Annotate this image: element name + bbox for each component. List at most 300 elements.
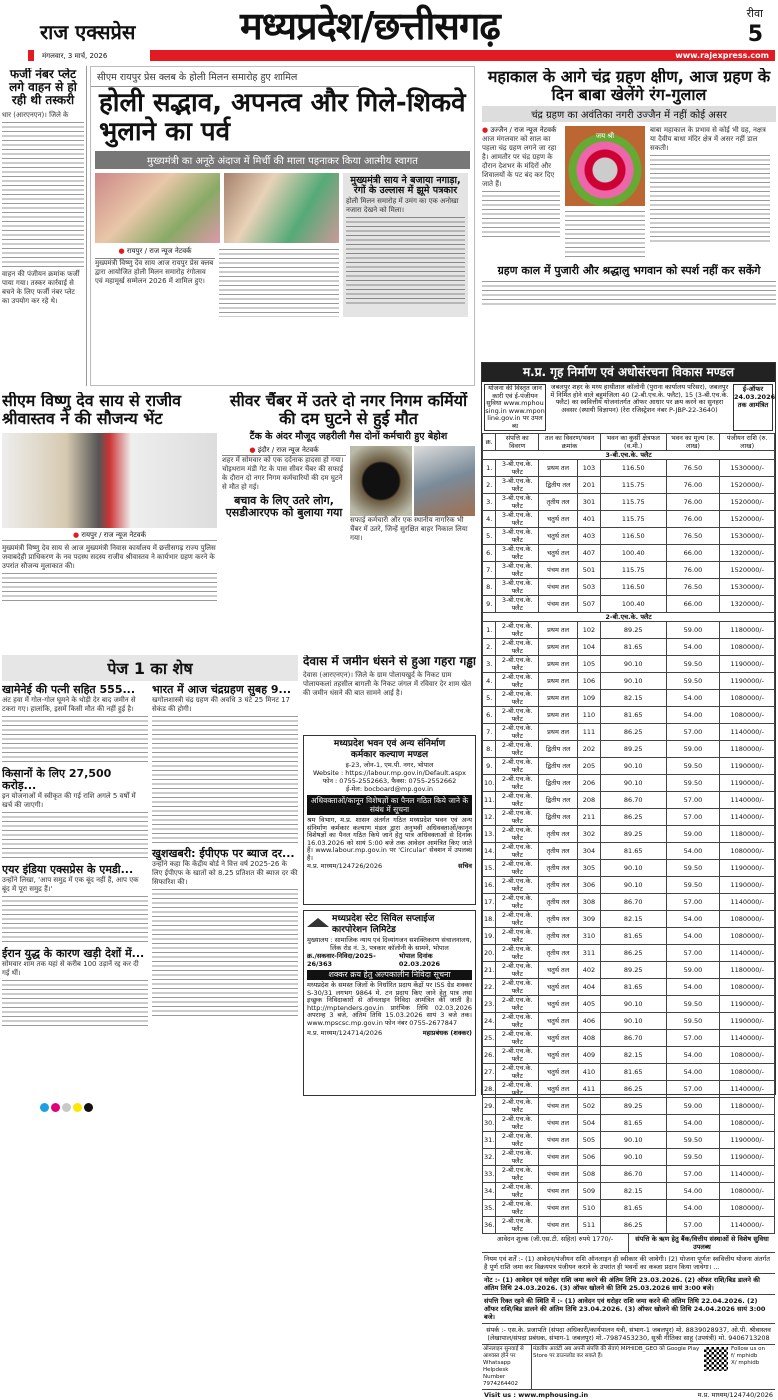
- table-cell: 18.: [483, 911, 496, 928]
- facebook-link[interactable]: f/ mphidb: [731, 1353, 758, 1360]
- table-cell: पंचम तल: [539, 1217, 578, 1234]
- table-cell: 90.10: [600, 758, 666, 775]
- table-cell: 2-बी.एच.के. फ्लैट: [496, 1030, 539, 1047]
- table-cell: 1180000/-: [720, 741, 775, 758]
- headline: महाकाल के आगे चंद्र ग्रहण क्षीण, आज ग्रहण के दिन बाबा खेलेंगे रंग-गुलाल: [487, 68, 771, 104]
- table-cell: 205: [578, 758, 601, 775]
- table-row: [483, 1166, 775, 1183]
- table-cell: 2-बी.एच.के. फ्लैट: [496, 945, 539, 962]
- table-cell: 2-बी.एच.के. फ्लैट: [496, 979, 539, 996]
- table-row: [483, 1149, 775, 1166]
- table-cell: प्रथम तल: [539, 622, 578, 639]
- table-cell: 11.: [483, 792, 496, 809]
- mahakal-story: [482, 68, 776, 358]
- table-cell: चतुर्थ तल: [539, 962, 578, 979]
- table-cell: प्रथम तल: [539, 707, 578, 724]
- text-lines: [565, 209, 645, 259]
- table-cell: 90.10: [600, 1149, 666, 1166]
- body-text: वाहन की पंजीयन क्रमांक फर्जी पाया गया। तस्कर कार्रवाई से बचने के लिए फर्जी नंबर प्लेट का उपयोग कर रहे थे।: [2, 269, 80, 305]
- body-text: मुख्यमंत्री विष्णु देव साय से आज मुख्यमंत्री निवास कार्यालय में छत्तीसगढ़ राज्य पुलिस जवाबदेही प्राधिकरण के नव पदस्थ सदस्य राजीव श्रीवास्तव ने कार्यभार ग्रहण करने के उपरांत सौजन्य मुलाकात की।: [2, 544, 216, 571]
- table-row: [483, 1132, 775, 1149]
- phone: फोन : 0755-2552663, फैक्स: 0755-2552662: [322, 777, 457, 785]
- table-cell: 59.50: [666, 656, 720, 673]
- table-cell: 2-बी.एच.के. फ्लैट: [496, 826, 539, 843]
- table-cell: 401: [578, 511, 601, 528]
- table-cell: 2-बी.एच.के. फ्लैट: [496, 962, 539, 979]
- table-cell: 406: [578, 1013, 601, 1030]
- table-cell: 2-बी.एच.के. फ्लैट: [496, 928, 539, 945]
- table-cell: चतुर्थ तल: [539, 1081, 578, 1098]
- terms: नियम एवं शर्तें :- (1) आवेदन/पंजीयन राशि ऑनलाइन ही स्वीकार की जावेगी। (2) योजना पूर्णतः स्ववित्तीय योजना अंतर्गत है पूर्ण राशि जमा कर विक्रयपत्र पंजीयन कराने के उपरांत ही भवनों का कब्जा प्रदान किया जावेगा। ...: [484, 1255, 770, 1272]
- byline-text: इंदौर / राज न्यूज नेटवर्क: [257, 446, 319, 455]
- table-cell: 1140000/-: [720, 1166, 775, 1183]
- table-cell: 2-बी.एच.के. फ्लैट: [496, 639, 539, 656]
- table-cell: 90.10: [600, 860, 666, 877]
- table-cell: 503: [578, 579, 601, 596]
- table-cell: 106: [578, 673, 601, 690]
- table-row: [483, 911, 775, 928]
- table-cell: 86.25: [600, 1217, 666, 1234]
- table-cell: 411: [578, 1081, 601, 1098]
- table-cell: 3-बी.एच.के. फ्लैट: [496, 596, 539, 613]
- table-cell: 115.75: [600, 562, 666, 579]
- table-cell: 54.00: [666, 911, 720, 928]
- labour-board-ad: [303, 735, 476, 905]
- column-header: पंजीयन राशि (रु. लाख): [720, 434, 775, 451]
- table-cell: 1140000/-: [720, 809, 775, 826]
- text-lines: [2, 714, 148, 764]
- section-title: मध्यप्रदेश/छत्तीसगढ़: [240, 4, 500, 48]
- holi-photo-1: [95, 173, 220, 243]
- item-headline: किसानों के लिए 27,500 करोड़...: [2, 767, 112, 793]
- table-cell: 26.: [483, 1047, 496, 1064]
- table-cell: 115.75: [600, 477, 666, 494]
- table-cell: 81.65: [600, 707, 666, 724]
- table-cell: 59.00: [666, 826, 720, 843]
- table-row: [483, 528, 775, 545]
- table-cell: 309: [578, 911, 601, 928]
- corporation-logo-icon: [307, 918, 329, 927]
- flat-table: [482, 433, 775, 1234]
- table-cell: 2-बी.एच.के. फ्लैट: [496, 1132, 539, 1149]
- table-cell: 66.00: [666, 545, 720, 562]
- table-cell: 3-बी.एच.के. फ्लैट: [496, 511, 539, 528]
- table-cell: 89.25: [600, 741, 666, 758]
- item-headline: खुशखबरी: ईपीएफ पर ब्याज दर...: [152, 847, 295, 861]
- table-cell: 89.25: [600, 826, 666, 843]
- table-cell: द्वितीय तल: [539, 775, 578, 792]
- table-row: [483, 979, 775, 996]
- sewer-story: [222, 392, 475, 632]
- table-cell: चतुर्थ तल: [539, 528, 578, 545]
- table-cell: 6.: [483, 707, 496, 724]
- table-cell: 33.: [483, 1166, 496, 1183]
- table-cell: 36.: [483, 1217, 496, 1234]
- table-cell: 54.00: [666, 1183, 720, 1200]
- table-cell: तृतीय तल: [539, 928, 578, 945]
- table-cell: 4.: [483, 511, 496, 528]
- table-cell: 1140000/-: [720, 894, 775, 911]
- table-cell: 2-बी.एच.के. फ्लैट: [496, 1217, 539, 1234]
- table-cell: 2-बी.एच.के. फ्लैट: [496, 1013, 539, 1030]
- table-cell: 54.00: [666, 1064, 720, 1081]
- table-cell: 310: [578, 928, 601, 945]
- table-cell: 3-बी.एच.के. फ्लैट: [496, 528, 539, 545]
- table-row: [483, 894, 775, 911]
- column-header: भवन का मूल्य (रु. लाख): [666, 434, 720, 451]
- table-cell: 409: [578, 1047, 601, 1064]
- table-cell: 1080000/-: [720, 1047, 775, 1064]
- section-label: 2-बी.एच.के. फ्लैट: [483, 613, 775, 622]
- table-cell: 1.: [483, 622, 496, 639]
- item-body: उन्होंने कहा कि केंद्रीय बोर्ड ने वित्त वर्ष 2025-26 के लिए ईपीएफ के खातों को 8.25 प्रतिशत की ब्याज दर की सिफारिश की।: [152, 860, 298, 887]
- signatory: सचिव: [458, 862, 472, 870]
- table-cell: 59.50: [666, 1149, 720, 1166]
- body-text: आज मंगलवार को साल का पहला चंद्र ग्रहण लगने जा रहा है। आमतौर पर चंद्र ग्रहण के दौरान देशभर के मंदिरों और शिवालयों के पट बंद कर दिए जाते हैं।: [482, 135, 557, 189]
- table-cell: 2-बी.एच.के. फ्लैट: [496, 690, 539, 707]
- table-cell: 57.00: [666, 792, 720, 809]
- edition-city: रीवा: [746, 7, 763, 20]
- table-cell: 1080000/-: [720, 1183, 775, 1200]
- table-cell: 30.: [483, 1115, 496, 1132]
- table-cell: 59.50: [666, 775, 720, 792]
- table-row: [483, 494, 775, 511]
- table-cell: 1520000/-: [720, 562, 775, 579]
- table-row: [483, 945, 775, 962]
- table-cell: 90.10: [600, 1013, 666, 1030]
- table-cell: 35.: [483, 1200, 496, 1217]
- table-cell: 5.: [483, 690, 496, 707]
- table-cell: 81.65: [600, 639, 666, 656]
- table-cell: 76.00: [666, 562, 720, 579]
- newspaper-brand: राज एक्सप्रेस: [40, 20, 136, 44]
- table-cell: 3.: [483, 494, 496, 511]
- table-cell: 81.65: [600, 1200, 666, 1217]
- table-cell: 57.00: [666, 1166, 720, 1183]
- table-cell: 1530000/-: [720, 579, 775, 596]
- text-lines: [346, 215, 465, 305]
- table-cell: 1530000/-: [720, 460, 775, 477]
- table-cell: 59.50: [666, 758, 720, 775]
- table-cell: 2.: [483, 477, 496, 494]
- body-text: देवास (आरएनएन)। जिले के ग्राम पोलायखुर्द के निकट ग्राम पोलायकलां तहसील बागली के निकट जंगल में रविवार देर शाम खेत की जमीन धंसने की बात सामने आई है।: [303, 671, 472, 698]
- contact: संपर्क :- एस.के. प्रजापति (संपदा अधिकारी/कार्यपालन यंत्री, संभाग-1 जबलपुर) मो. 8839028937, ओ.पी. श्रीवास्तव (लेखापाल/संपदा प्रबंधक, संभाग-1 जबलपुर) मो.-7987453230, सुश्री गीतिका साहू (उपयंत्री) मो. 9406713208: [482, 1323, 775, 1344]
- notice-title: अधिवक्ताओं/कानून विशेषज्ञों का पैनल गठित किये जाने के संबंध में सूचना: [307, 795, 472, 815]
- table-cell: 100.40: [600, 545, 666, 562]
- table-cell: 59.50: [666, 1132, 720, 1149]
- table-row: [483, 724, 775, 741]
- table-cell: 2.: [483, 639, 496, 656]
- continuation-item: [2, 684, 148, 764]
- table-row: [483, 1200, 775, 1217]
- table-cell: 59.00: [666, 741, 720, 758]
- divider: [86, 66, 87, 386]
- department: मुख्यालय : सामाजिक न्याय एवं दिव्यांगजन सशक्तिकरण संचालनालय,: [307, 936, 472, 944]
- table-cell: 2-बी.एच.के. फ्लैट: [496, 775, 539, 792]
- item-headline: भारत में आज चंद्रग्रहण सुबह 9...: [152, 683, 292, 696]
- table-cell: 1190000/-: [720, 673, 775, 690]
- sidebar-headline: मुख्यमंत्री साय ने बजाया नगाड़ा, रंगों के उल्लास में झूमे पत्रकार: [350, 175, 461, 197]
- table-row: [483, 1183, 775, 1200]
- note-2: संपत्ति रिक्त रहने की स्थिति में :- (1) आवेदन एवं धरोहर राशि जमा करने की अंतिम तिथि 22.04.2026. (2) ऑफर राशि/बिड डालने की अंतिम तिथि 23.04.2026. (3) ऑफर खोलने की तिथि 24.04.2026 सायं 3:00 बजे।: [482, 1294, 775, 1323]
- table-row: [483, 928, 775, 945]
- table-cell: चतुर्थ तल: [539, 1013, 578, 1030]
- website[interactable]: Website : https://labour.mp.gov.in/Default.aspx: [313, 769, 466, 777]
- table-cell: 20.: [483, 945, 496, 962]
- table-cell: पंचम तल: [539, 1166, 578, 1183]
- table-cell: 1080000/-: [720, 1115, 775, 1132]
- table-cell: 90.10: [600, 877, 666, 894]
- table-cell: 1180000/-: [720, 1098, 775, 1115]
- byline-text: उज्जैन / राज न्यूज नेटवर्क: [490, 126, 557, 135]
- item-headline: ईरान युद्ध के कारण खड़ी देशों में...: [2, 947, 145, 961]
- whatsapp-helpdesk[interactable]: ऑनलाइन सुनवाई से आश्वस्त होने पर Whatsapp Helpdesk Number 7974264402: [482, 1345, 532, 1389]
- table-cell: 12.: [483, 809, 496, 826]
- table-cell: 510: [578, 1200, 601, 1217]
- table-cell: 2-बी.एच.के. फ्लैट: [496, 843, 539, 860]
- app-note: मंडलीय आवंटी अब अपनी संपत्ति की सेवाएं MPHIDB_GEO को Google Play Store पर डाउनलोड कर सकते हैं।: [533, 1346, 700, 1360]
- column-header: भवन का कुर्सी क्षेत्रफल (व.मी.): [600, 434, 666, 451]
- table-cell: पंचम तल: [539, 562, 578, 579]
- text-lines: [152, 714, 298, 844]
- table-cell: 31.: [483, 1132, 496, 1149]
- table-row: [483, 775, 775, 792]
- table-cell: 7.: [483, 724, 496, 741]
- table-cell: 59.00: [666, 962, 720, 979]
- sub-headline: ग्रहण काल में पुजारी और श्रद्धालु भगवान को स्पर्श नहीं कर सकेंगे: [497, 264, 761, 278]
- table-cell: 1080000/-: [720, 690, 775, 707]
- table-cell: 1520000/-: [720, 511, 775, 528]
- table-cell: पंचम तल: [539, 1132, 578, 1149]
- table-cell: 57.00: [666, 1217, 720, 1234]
- table-cell: चतुर्थ तल: [539, 511, 578, 528]
- table-cell: प्रथम तल: [539, 724, 578, 741]
- sewer-photo-1: [350, 446, 412, 516]
- table-cell: प्रथम तल: [539, 656, 578, 673]
- byline: ● रायपुर / राज न्यूज नेटवर्क: [2, 531, 217, 541]
- table-cell: 103: [578, 460, 601, 477]
- text-lines: [650, 153, 770, 243]
- table-cell: 1.: [483, 460, 496, 477]
- table-cell: चतुर्थ तल: [539, 1047, 578, 1064]
- table-cell: पंचम तल: [539, 1200, 578, 1217]
- item-body: उन्होंने लिखा, 'आप समुद्र में एक बूंद नहीं हैं, आप एक बूंद में पूरा समुद्र हैं।': [2, 876, 139, 894]
- info-box: योजना की विस्तृत जानकारी एवं ई-पंजीयन सुविधा www.mphousing.in www.mponline.gov.in पर उपलब्ध: [485, 384, 545, 430]
- table-cell: 3.: [483, 656, 496, 673]
- table-cell: 501: [578, 562, 601, 579]
- item-body: सोमवार शाम तक यहां से करीब 100 उड़ानें रद्द कर दी गई थीं।: [2, 960, 139, 978]
- table-cell: 2-बी.एच.के. फ्लैट: [496, 1098, 539, 1115]
- table-cell: 54.00: [666, 1200, 720, 1217]
- column-header: संपत्ति का विवरण: [496, 434, 539, 451]
- table-cell: 2-बी.एच.के. फ्लैट: [496, 860, 539, 877]
- table-cell: 86.25: [600, 945, 666, 962]
- left-brief-story: [2, 68, 84, 386]
- table-cell: 201: [578, 477, 601, 494]
- table-row: [483, 511, 775, 528]
- item-headline: एयर इंडिया एक्सप्रेस के एमडी...: [2, 863, 134, 877]
- table-cell: 21.: [483, 962, 496, 979]
- cm-meet-photo: [2, 433, 217, 528]
- table-cell: प्रथम तल: [539, 690, 578, 707]
- table-cell: पंचम तल: [539, 596, 578, 613]
- email[interactable]: ई-मेल: bocboard@mp.gov.in: [346, 785, 433, 793]
- website-link[interactable]: www.rajexpress.com: [150, 50, 775, 61]
- table-cell: 6.: [483, 545, 496, 562]
- table-cell: 89.25: [600, 622, 666, 639]
- table-cell: 54.00: [666, 639, 720, 656]
- table-cell: 10.: [483, 775, 496, 792]
- table-cell: द्वितीय तल: [539, 809, 578, 826]
- note-1: नोट :- (1) आवेदन एवं धरोहर राशि जमा करने की अंतिम तिथि 23.03.2026. (2) ऑफर राशि/बिड डालने की अंतिम तिथि 24.03.2026. (3) ऑफर खोलने की तिथि 25.03.2026 सायं 3:00 बजे।: [482, 1273, 775, 1294]
- table-cell: 27.: [483, 1064, 496, 1081]
- org-name: मध्यप्रदेश भवन एवं अन्य संनिर्माण: [333, 739, 446, 749]
- fee-note: आवेदन शुल्क (जी.एस.टी. सहित) रुपये 1770/-: [482, 1234, 629, 1252]
- ref: म.प्र. माध्यम/124740/2026: [697, 1391, 773, 1400]
- table-cell: 2-बी.एच.के. फ्लैट: [496, 877, 539, 894]
- table-cell: 76.50: [666, 579, 720, 596]
- ref-number: क्र./सकवार-निविदा/2025-26/363: [307, 952, 376, 968]
- table-cell: 54.00: [666, 1047, 720, 1064]
- headline: सीएम विष्णु देव साय से राजीव श्रीवास्तव ने की सौजन्य भेंट: [2, 392, 182, 428]
- table-cell: 301: [578, 494, 601, 511]
- table-cell: 25.: [483, 1030, 496, 1047]
- text-column: [219, 247, 339, 317]
- table-cell: 211: [578, 809, 601, 826]
- table-cell: पंचम तल: [539, 1149, 578, 1166]
- ref: म.प्र. माध्यम/124726/2026: [307, 862, 383, 870]
- table-cell: 508: [578, 1166, 601, 1183]
- table-cell: 109: [578, 690, 601, 707]
- table-row: [483, 877, 775, 894]
- body-text: मुख्यमंत्री विष्णु देव साय आज रायपुर प्रेस क्लब द्वारा आयोजित होली मिलन समारोह रंगोत्सव एवं महामूर्ख सम्मेलन 2026 में शामिल हुए।: [95, 259, 214, 285]
- table-cell: 403: [578, 528, 601, 545]
- page-number: 5: [747, 22, 763, 47]
- table-cell: 89.25: [600, 962, 666, 979]
- table-cell: 507: [578, 596, 601, 613]
- scheme-intro: जबलपुर शहर के मध्य हाथीताल कॉलोनी (पुराना कार्यालय परिसर), जबलपुर में निर्मित होने वाले बहुमंजिला 40 (2-बी.एच.के. फ्लैट), 15 (3-बी.एच.के. फ्लैट) का स्ववित्तीय योजनांतर्गत ऑफर आधार पर क्रय करने का सुनहरा अवसर (स्थायी विज्ञापन) (रेरा रजिस्ट्रेशन नंबर P-JBP-22-3640): [550, 383, 729, 414]
- table-cell: 1140000/-: [720, 1081, 775, 1098]
- table-row: [483, 758, 775, 775]
- table-cell: 1140000/-: [720, 1217, 775, 1234]
- table-cell: पंचम तल: [539, 1115, 578, 1132]
- table-cell: 76.50: [666, 460, 720, 477]
- table-cell: 54.00: [666, 690, 720, 707]
- table-row: [483, 562, 775, 579]
- table-cell: 2-बी.एच.के. फ्लैट: [496, 894, 539, 911]
- table-cell: 86.70: [600, 1166, 666, 1183]
- table-cell: 17.: [483, 894, 496, 911]
- table-cell: प्रथम तल: [539, 460, 578, 477]
- table-row: [483, 690, 775, 707]
- headline: सीवर चैंबर में उतरे दो नगर निगम कर्मियों की दम घुटने से हुई मौत: [229, 392, 468, 428]
- item-body: इन योजनाओं में स्वीकृत की गई राशि अगले 5 वर्षों में खर्च की जाएगी।: [2, 792, 136, 810]
- table-cell: 90.10: [600, 775, 666, 792]
- table-cell: 104: [578, 639, 601, 656]
- table-row: [483, 792, 775, 809]
- byline: ● इंदौर / राज न्यूज नेटवर्क: [222, 446, 346, 456]
- subhead: टैंक के अंदर मौजूद जहरीली गैस दोनों कर्मचारी हुए बेहोश: [249, 431, 448, 443]
- table-cell: प्रथम तल: [539, 673, 578, 690]
- table-row: [483, 579, 775, 596]
- table-cell: 1190000/-: [720, 1132, 775, 1149]
- subhead: मुख्यमंत्री का अनूठे अंदाज में मिर्ची की माला पहनाकर किया आत्मीय स्वागत: [95, 151, 470, 169]
- notice-title: शक्कर क्रय हेतु अल्पकालीन निविदा सूचना: [307, 970, 472, 980]
- table-cell: 76.00: [666, 511, 720, 528]
- body-text-2: सफाई कर्मचारी और एक स्थानीय नागरिक भी चैंबर में उतरे, जिन्हें सुरक्षित बाहर निकाल लिया गया।: [350, 516, 468, 543]
- table-row: [483, 826, 775, 843]
- table-cell: 81.65: [600, 979, 666, 996]
- table-cell: 1180000/-: [720, 826, 775, 843]
- table-cell: 54.00: [666, 928, 720, 945]
- table-cell: 90.10: [600, 1132, 666, 1149]
- notice-body: श्रम विभाग, म.प्र. शासन अंतर्गत गठित मध्यप्रदेश भवन एवं अन्य संनिर्माण कर्मकार कल्याण मंडल द्वारा अनुभवी अधिवक्ताओं/कानून विशेषज्ञों का पैनल गठित किये जाने हेतु पात्र अधिवक्ताओं से दिनांक 16.03.2026 को सायं 5:00 बजे तक आवेदन आमंत्रित किए जाते हैं। www.labour.mp.gov.in पर 'Circular' सेक्शन में उपलब्ध है।: [307, 816, 472, 862]
- table-cell: तृतीय तल: [539, 826, 578, 843]
- address: लिंक रोड नं. 3, पत्रकार कॉलोनी के सामने, भोपाल: [330, 944, 449, 952]
- text-lines: [2, 810, 148, 860]
- table-row: [483, 477, 775, 494]
- table-row: [483, 1013, 775, 1030]
- x-link[interactable]: X/ mphidb: [731, 1360, 760, 1367]
- table-cell: 59.50: [666, 877, 720, 894]
- table-cell: 102: [578, 622, 601, 639]
- table-cell: 305: [578, 860, 601, 877]
- continuation-item: [152, 684, 298, 844]
- org-name: मध्यप्रदेश स्टेट सिविल सप्लाईज कारपोरेशन लिमिटेड: [332, 914, 435, 935]
- table-cell: प्रथम तल: [539, 639, 578, 656]
- text-lines: [2, 120, 84, 270]
- table-cell: पंचम तल: [539, 579, 578, 596]
- table-cell: 2-बी.एच.के. फ्लैट: [496, 1047, 539, 1064]
- table-cell: 208: [578, 792, 601, 809]
- headline: होली सद्भाव, अपनत्व और गिले-शिकवे भुलाने का पर्व: [99, 88, 466, 147]
- table-cell: 57.00: [666, 1081, 720, 1098]
- table-cell: 54.00: [666, 979, 720, 996]
- sewer-photo-2: [414, 446, 475, 516]
- table-cell: 302: [578, 826, 601, 843]
- table-cell: 82.15: [600, 1183, 666, 1200]
- cm-meet-story: [2, 392, 217, 632]
- table-cell: चतुर्थ तल: [539, 1030, 578, 1047]
- address: इ-23, जोन-1, एम.पी. नगर, भोपाल: [345, 761, 434, 769]
- table-row: [483, 545, 775, 562]
- table-cell: पंचम तल: [539, 1098, 578, 1115]
- table-cell: 2-बी.एच.के. फ्लैट: [496, 707, 539, 724]
- table-cell: 82.15: [600, 1047, 666, 1064]
- visit-link[interactable]: Visit us : www.mphousing.in: [484, 1391, 589, 1400]
- table-cell: 115.75: [600, 511, 666, 528]
- table-cell: 2-बी.एच.के. फ्लैट: [496, 1200, 539, 1217]
- section-row: [483, 451, 775, 460]
- table-cell: 3-बी.एच.के. फ्लैट: [496, 494, 539, 511]
- table-cell: 2-बी.एच.के. फ्लैट: [496, 724, 539, 741]
- table-cell: 24.: [483, 1013, 496, 1030]
- table-row: [483, 996, 775, 1013]
- text-lines: [2, 571, 217, 601]
- table-cell: चतुर्थ तल: [539, 545, 578, 562]
- table-cell: 402: [578, 962, 601, 979]
- table-cell: 308: [578, 894, 601, 911]
- section-label: 3-बी.एच.के. फ्लैट: [483, 451, 775, 460]
- table-cell: 8.: [483, 579, 496, 596]
- qr-code[interactable]: [704, 1347, 728, 1371]
- table-row: [483, 843, 775, 860]
- table-cell: 13.: [483, 826, 496, 843]
- table-cell: 81.65: [600, 843, 666, 860]
- table-row: [483, 1047, 775, 1064]
- table-row: [483, 1115, 775, 1132]
- table-cell: 59.50: [666, 996, 720, 1013]
